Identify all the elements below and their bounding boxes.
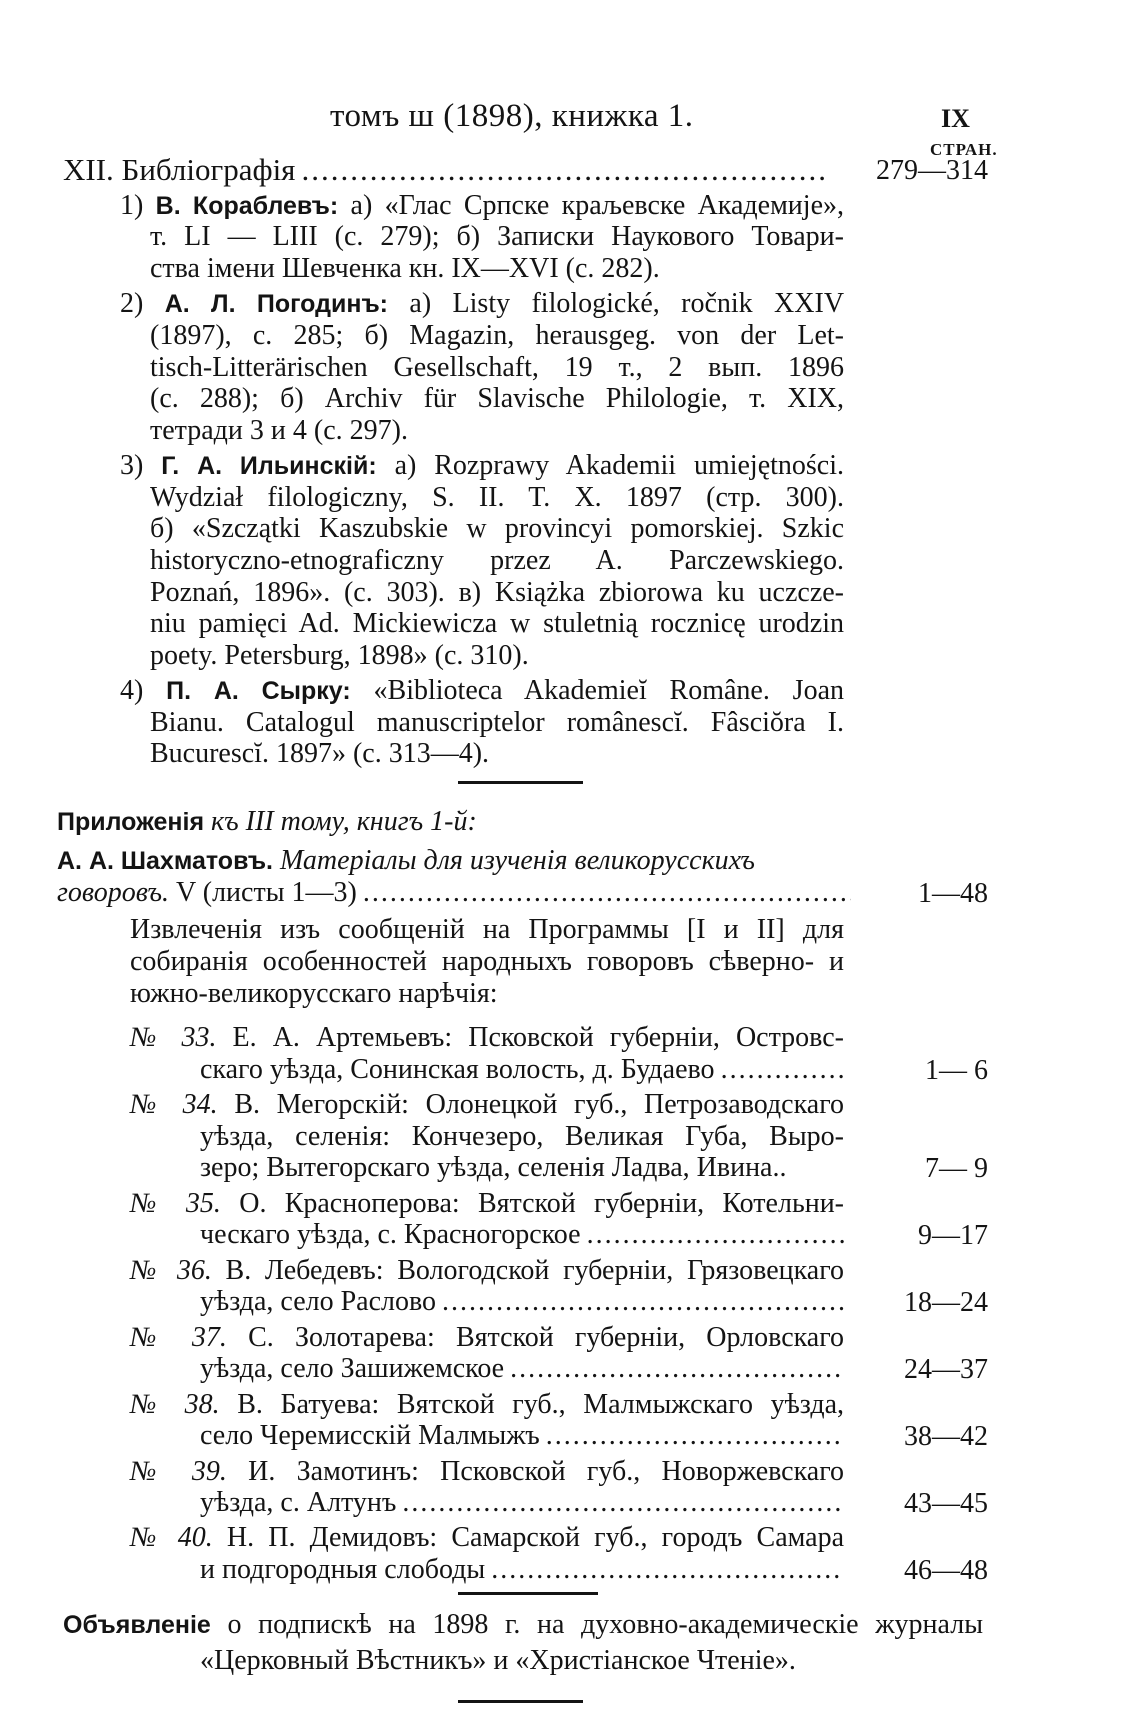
page-number: IX [941,104,970,133]
entry-2-line-5: тетради 3 и 4 (с. 297). [150,414,408,446]
section-divider-2 [458,1592,598,1595]
item-number: № 40. [130,1522,213,1554]
entry-3-line-5: Poznań, 1896». (с. 303). в) Książka zbiorowa ku uczcze- [150,576,844,608]
item-34-line-2: уѣзда, селенія: Кончезеро, Великая Губа, Выро- [200,1120,844,1152]
item-36-line-2: уѣзда, село Раслово ..... [200,1285,850,1319]
item-34-line-3: зеро; Вытегорскаго уѣзда, селенія Ладва, Ивина.. [200,1152,787,1184]
entry-2-line-2: (1897), с. 285; б) Magazin, herausgeg. von der Let- [150,319,844,351]
item-36-line-1: № 36. В. Лебедевъ: Вологодской губерніи, Грязовецкаго [130,1254,845,1286]
item-number: № 36. [130,1254,212,1286]
item-34-pages: 7— 9 [925,1153,988,1185]
column-label: СТРАН. [930,140,998,159]
item-35-line-2: ческаго уѣзда, с. Красногорское ..... [200,1218,850,1252]
item-38-pages: 38—42 [904,1421,988,1453]
appendix-heading-bold: Приложенія [57,808,205,837]
entry-3-line-3: б) «Szczątki Kaszubskie w provincyi pomorskiej. Szkic [150,513,844,545]
bibliography-heading [63,153,833,187]
bibliography-label: XII. Библіографія [63,152,296,188]
entry-1-author: В. Кораблевъ: [155,191,339,220]
announcement-line-1: Объявленіе о подпискѣ на 1898 г. на духовно-академическіе журналы [63,1609,984,1640]
entry-1-line-3: ства імени Шевченка кн. IX—XVI (с. 282). [150,253,660,285]
entry-2-line-3: tisch-Litterärischen Gesellschaft, 19 т., 2 вып. 1896 [150,351,844,383]
announcement-line-2: «Церковный Вѣстникъ» и «Христіанское Чтеніе». [200,1645,796,1676]
item-33-pages: 1— 6 [925,1054,988,1086]
item-39-line-2: уѣзда, с. Алтунъ ..... [200,1486,850,1520]
item-39-pages: 43—45 [904,1488,988,1519]
item-number: № 33. [130,1022,217,1054]
item-number: № 37. [130,1321,227,1353]
entry-2-line-1: 2) А. Л. Погодинъ: а) Listy filologické, ročnik XXIV [120,288,845,320]
entry-1-line-1: 1) В. Кораблевъ: а) «Глас Српске краљевске Академије», [120,189,844,221]
item-35-pages: 9—17 [918,1220,988,1252]
entry-4-line-1: 4) П. А. Сырку: «Biblioteca Akademieĭ Române. Joan [120,675,845,707]
appendix-heading-italic: къ III тому, книгъ 1-й: [211,806,477,838]
item-40-line-1: № 40. Н. П. Демидовъ: Самарской губ., городъ Самара [130,1522,845,1554]
item-number: № 34. [130,1089,218,1121]
appendix-main-author: А. А. Шахматовъ. [57,847,273,876]
item-37-pages: 24—37 [904,1354,988,1386]
item-34-line-1: № 34. В. Мегорскій: Олонецкой губ., Петрозаводскаго [130,1089,844,1121]
entry-3-line-4: historyczno-etnograficzny przez A. Parczewskiego. [150,545,844,577]
item-38-line-2: село Черемисскій Малмыжъ ..... [200,1419,850,1453]
extract-line-3: южно-великорусскаго нарѣчія: [130,977,498,1009]
entry-4-author: П. А. Сырку: [166,677,351,706]
extract-line-2: собиранія особенностей народныхъ говоровъ сѣверно- и [130,945,844,977]
entry-2-line-4: (с. 288); б) Archiv für Slavische Philologie, т. XIX, [150,383,844,415]
item-number: № 38. [130,1388,220,1420]
appendix-heading [57,805,477,839]
entry-3-line-1: 3) Г. А. Ильинскій: а) Rozprawy Akademii umiejętności. [120,450,845,482]
appendix-main-line-1: А. А. Шахматовъ. Матеріалы для изученія великорусскихъ [57,845,755,877]
item-33-line-2: скаго уѣзда, Сонинская волость, д. Будаево ..... [200,1053,850,1087]
entry-3-line-2: Wydział filologiczny, S. II. T. X. 1897 (стр. 300). [150,481,844,513]
appendix-main-line-2: говоровъ. V (листы 1—3) ..... [57,876,857,910]
extract-line-1: Извлеченія изъ сообщеній на Программы [I и II] для [130,914,844,946]
entry-2-author: А. Л. Погодинъ: [164,290,389,319]
section-divider [458,781,583,784]
item-36-pages: 18—24 [904,1287,988,1319]
item-40-pages: 46—48 [904,1554,988,1586]
item-39-line-1: № 39. И. Замотинъ: Псковской губ., Новоржевскаго [130,1455,845,1487]
entry-4-line-3: Bucurescĭ. 1897» (с. 313—4). [150,738,490,770]
leader-dots [301,153,827,187]
entry-4-line-2: Bianu. Catalogul manuscriptelor românescĭ. Fâsciŏra I. [150,706,844,738]
entry-3-line-7: poety. Petersburg, 1898» (с. 310). [150,639,529,671]
closing-divider [458,1700,583,1703]
item-37-line-2: уѣзда, село Зашижемское ..... [200,1352,850,1386]
bibliography-pages: 279—314 [876,155,988,187]
item-33-line-1: № 33. Е. А. Артемьевъ: Псковской губерніи, Островс- [130,1022,844,1054]
item-35-line-1: № 35. О. Красноперова: Вятской губерніи, Котельни- [130,1187,845,1219]
leader-dots [363,876,851,910]
entry-3-line-6: niu pamięci Ad. Mickiewicza w stuletnią rocznicę urodzin [150,608,844,640]
entry-1-line-2: т. LI — LIII (с. 279); б) Записки Наукового Товари- [150,221,844,253]
entry-3-author: Г. А. Ильинскій: [161,452,377,481]
item-number: № 39. [130,1455,227,1487]
appendix-main-pages: 1—48 [918,877,988,909]
item-38-line-1: № 38. В. Батуева: Вятской губ., Малмыжскаго уѣзда, [130,1388,845,1420]
item-40-line-2: и подгородныя слободы ..... [200,1553,850,1587]
running-header-title: томъ ш (1898), книжка 1. [330,98,694,134]
item-number: № 35. [130,1187,221,1219]
item-37-line-1: № 37. С. Золотарева: Вятской губерніи, Орловскаго [130,1321,845,1353]
